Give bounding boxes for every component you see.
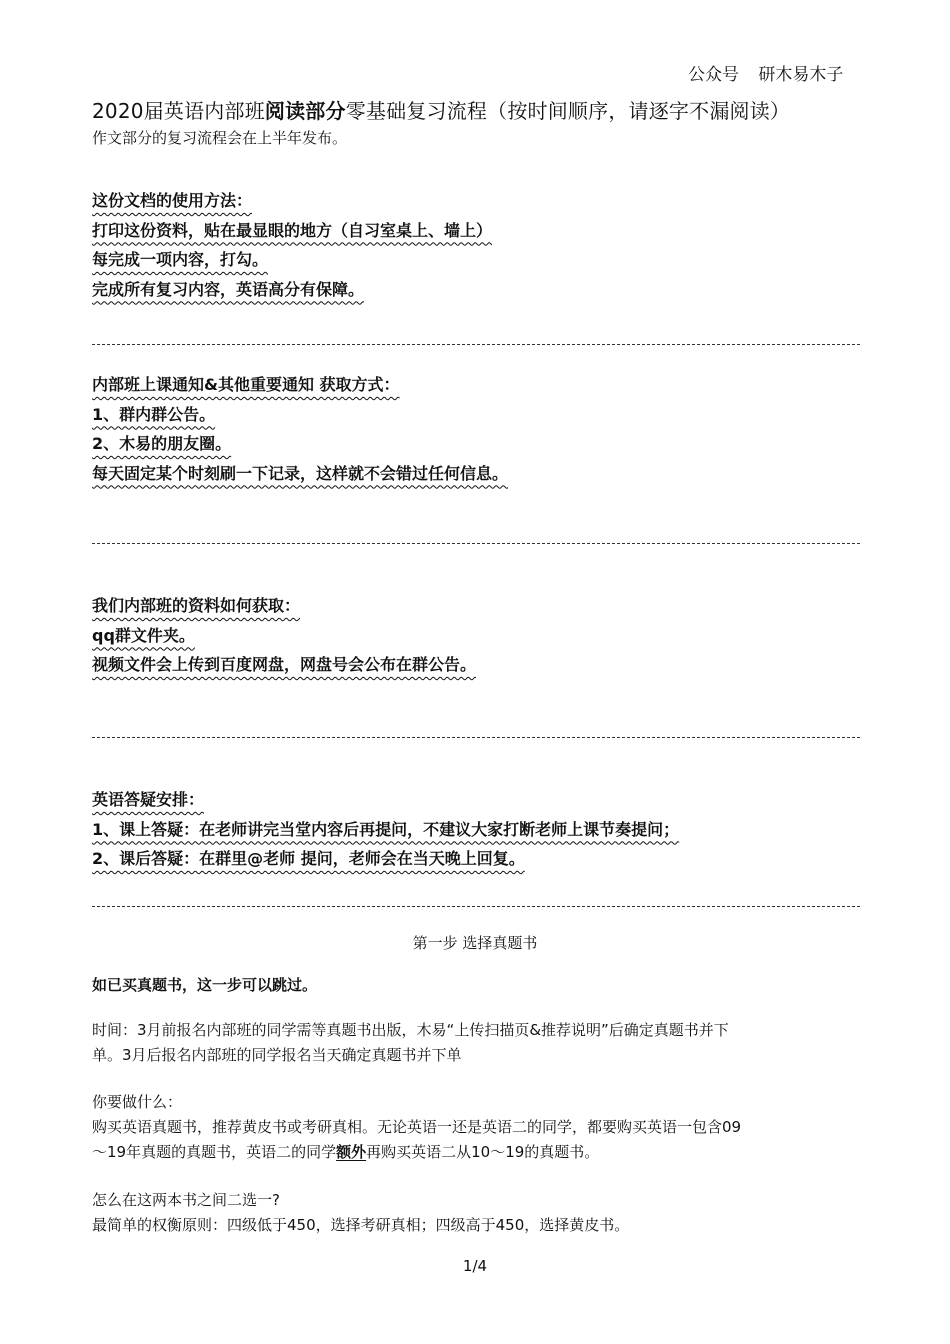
- section-line: qq群文件夹。: [92, 625, 195, 645]
- choice-paragraph: [92, 1188, 629, 1238]
- section-line: 1、课上答疑：在老师讲完当堂内容后再提问，不建议大家打断老师上课节奏提问；: [92, 819, 680, 839]
- step-title: 第一步 选择真题书: [412, 934, 538, 952]
- emphasis-extra: 额外: [336, 1143, 367, 1161]
- dashed-divider: [92, 543, 860, 544]
- section-line: 2、木易的朋友圈。: [92, 434, 232, 453]
- section-line: 2、课后答疑：在群里@老师 提问，老师会在当天晚上回复。: [92, 849, 525, 868]
- materials-section: [92, 591, 476, 680]
- section-line: 视频文件会上传到百度网盘，网盘号会公布在群公告。: [92, 655, 477, 674]
- section-line: 打印这份资料，贴在最显眼的地方（自习室桌上、墙上）: [92, 220, 493, 240]
- section-heading: 我们内部班的资料如何获取：: [92, 596, 301, 615]
- todo-label: 你要做什么：: [92, 1093, 183, 1111]
- usage-section: [92, 186, 492, 304]
- dashed-divider: [92, 906, 860, 907]
- todo-paragraph: 你要做什么： 购买英语真题书，推荐黄皮书或考研真相。无论英语一还是英语二的同学，都要购买英语一包含09 ～19年真题的真题书，英语二的同学额外再购买英语二从10～19的真题书。: [92, 1090, 741, 1165]
- page-title: 2020届英语内部班阅读部分零基础复习流程（按时间顺序，请逐字不漏阅读）: [92, 99, 791, 123]
- skip-note: 如已买真题书，这一步可以跳过。: [92, 976, 318, 994]
- page-number: 1/4: [462, 1257, 488, 1275]
- section-heading: 英语答疑安排：: [92, 790, 205, 809]
- section-line: 每天固定某个时刻刷一下记录，这样就不会错过任何信息。: [92, 463, 509, 483]
- section-heading: 内部班上课通知&其他重要通知 获取方式：: [92, 375, 400, 394]
- choice-question: 怎么在这两本书之间二选一?: [92, 1191, 280, 1209]
- dashed-divider: [92, 737, 860, 738]
- section-line: 每完成一项内容，打勾。: [92, 250, 269, 269]
- dashed-divider: [92, 344, 860, 345]
- title-emphasis: 阅读部分: [264, 99, 346, 123]
- qa-section: [92, 785, 679, 874]
- section-heading: 这份文档的使用方法：: [92, 191, 253, 210]
- section-line: 1、群内群公告。: [92, 404, 216, 424]
- section-line: 完成所有复习内容，英语高分有保障。: [92, 279, 365, 299]
- account-header: 公众号 研木易木子: [688, 65, 844, 85]
- notice-section: [92, 370, 508, 488]
- time-paragraph: 时间：3月前报名内部班的同学需等真题书出版，木易“上传扫描页&推荐说明”后确定真题书并下 单。3月后报名内部班的同学报名当天确定真题书并下单: [92, 1021, 729, 1064]
- page-subtitle: 作文部分的复习流程会在上半年发布。: [92, 129, 348, 147]
- choice-rule: 最简单的权衡原则：四级低于450，选择考研真相；四级高于450，选择黄皮书。: [92, 1216, 630, 1234]
